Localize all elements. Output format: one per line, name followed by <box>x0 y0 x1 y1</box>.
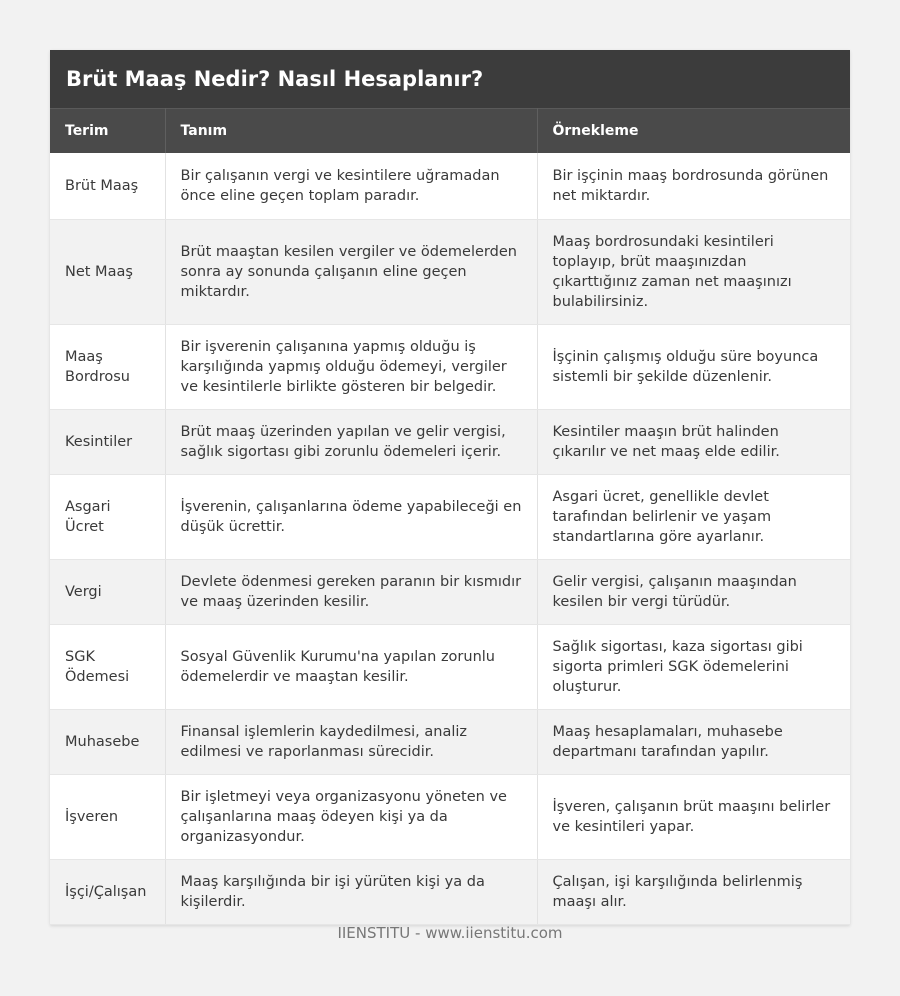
term-cell: İşveren <box>50 774 165 859</box>
definition-cell: Brüt maaştan kesilen vergiler ve ödemelerden sonra ay sonunda çalışanın eline geçen miktardır. <box>165 219 537 324</box>
term-cell: SGK Ödemesi <box>50 624 165 709</box>
term-cell: Maaş Bordrosu <box>50 324 165 409</box>
term-cell: İşçi/Çalışan <box>50 859 165 924</box>
example-cell: İşveren, çalışanın brüt maaşını belirler ve kesintileri yapar. <box>537 774 850 859</box>
definition-cell: Bir işletmeyi veya organizasyonu yöneten ve çalışanlarına maaş ödeyen kişi ya da organizasyondur. <box>165 774 537 859</box>
definition-cell: Maaş karşılığında bir işi yürüten kişi ya da kişilerdir. <box>165 859 537 924</box>
terms-table <box>50 108 850 925</box>
footer-credit: IIENSTITU - www.iienstitu.com <box>337 924 563 942</box>
example-cell: Bir işçinin maaş bordrosunda görünen net miktardır. <box>537 153 850 219</box>
definition-cell: Bir çalışanın vergi ve kesintilere uğramadan önce eline geçen toplam paradır. <box>165 153 537 219</box>
title-bar <box>50 50 850 108</box>
table-row <box>50 859 850 924</box>
table-row <box>50 624 850 709</box>
example-cell: Gelir vergisi, çalışanın maaşından kesilen bir vergi türüdür. <box>537 559 850 624</box>
definition-cell: Devlete ödenmesi gereken paranın bir kısmıdır ve maaş üzerinden kesilir. <box>165 559 537 624</box>
term-cell: Muhasebe <box>50 709 165 774</box>
term-cell: Kesintiler <box>50 409 165 474</box>
example-cell: Asgari ücret, genellikle devlet tarafından belirlenir ve yaşam standartlarına göre ayarlanır. <box>537 474 850 559</box>
definition-cell: Brüt maaş üzerinden yapılan ve gelir vergisi, sağlık sigortası gibi zorunlu ödemeleri içerir. <box>165 409 537 474</box>
table-row <box>50 153 850 219</box>
term-cell: Vergi <box>50 559 165 624</box>
definition-cell: İşverenin, çalışanlarına ödeme yapabileceği en düşük ücrettir. <box>165 474 537 559</box>
table-row <box>50 559 850 624</box>
header-example: Örnekleme <box>537 109 850 154</box>
example-cell: Çalışan, işi karşılığında belirlenmiş maaşı alır. <box>537 859 850 924</box>
term-cell: Net Maaş <box>50 219 165 324</box>
definition-cell: Sosyal Güvenlik Kurumu'na yapılan zorunlu ödemelerdir ve maaştan kesilir. <box>165 624 537 709</box>
example-cell: Maaş hesaplamaları, muhasebe departmanı tarafından yapılır. <box>537 709 850 774</box>
example-cell: Sağlık sigortası, kaza sigortası gibi sigorta primleri SGK ödemelerini oluşturur. <box>537 624 850 709</box>
table-row <box>50 324 850 409</box>
example-cell: Maaş bordrosundaki kesintileri toplayıp, brüt maaşınızdan çıkarttığınız zaman net maaşınızı bulabilirsiniz. <box>537 219 850 324</box>
header-term: Terim <box>50 109 165 154</box>
definition-cell: Finansal işlemlerin kaydedilmesi, analiz edilmesi ve raporlanması sürecidir. <box>165 709 537 774</box>
term-cell: Brüt Maaş <box>50 153 165 219</box>
table-row <box>50 709 850 774</box>
header-definition: Tanım <box>165 109 537 154</box>
table-row <box>50 774 850 859</box>
table-row <box>50 409 850 474</box>
table-row <box>50 219 850 324</box>
table-header-row <box>50 109 850 154</box>
term-cell: Asgari Ücret <box>50 474 165 559</box>
table-row <box>50 474 850 559</box>
page-title: Brüt Maaş Nedir? Nasıl Hesaplanır? <box>66 67 484 91</box>
definition-cell: Bir işverenin çalışanına yapmış olduğu iş karşılığında yapmış olduğu ödemeyi, vergiler ve kesintilerle birlikte gösteren bir belgedir. <box>165 324 537 409</box>
example-cell: İşçinin çalışmış olduğu süre boyunca sistemli bir şekilde düzenlenir. <box>537 324 850 409</box>
example-cell: Kesintiler maaşın brüt halinden çıkarılır ve net maaş elde edilir. <box>537 409 850 474</box>
content-card <box>50 50 850 925</box>
